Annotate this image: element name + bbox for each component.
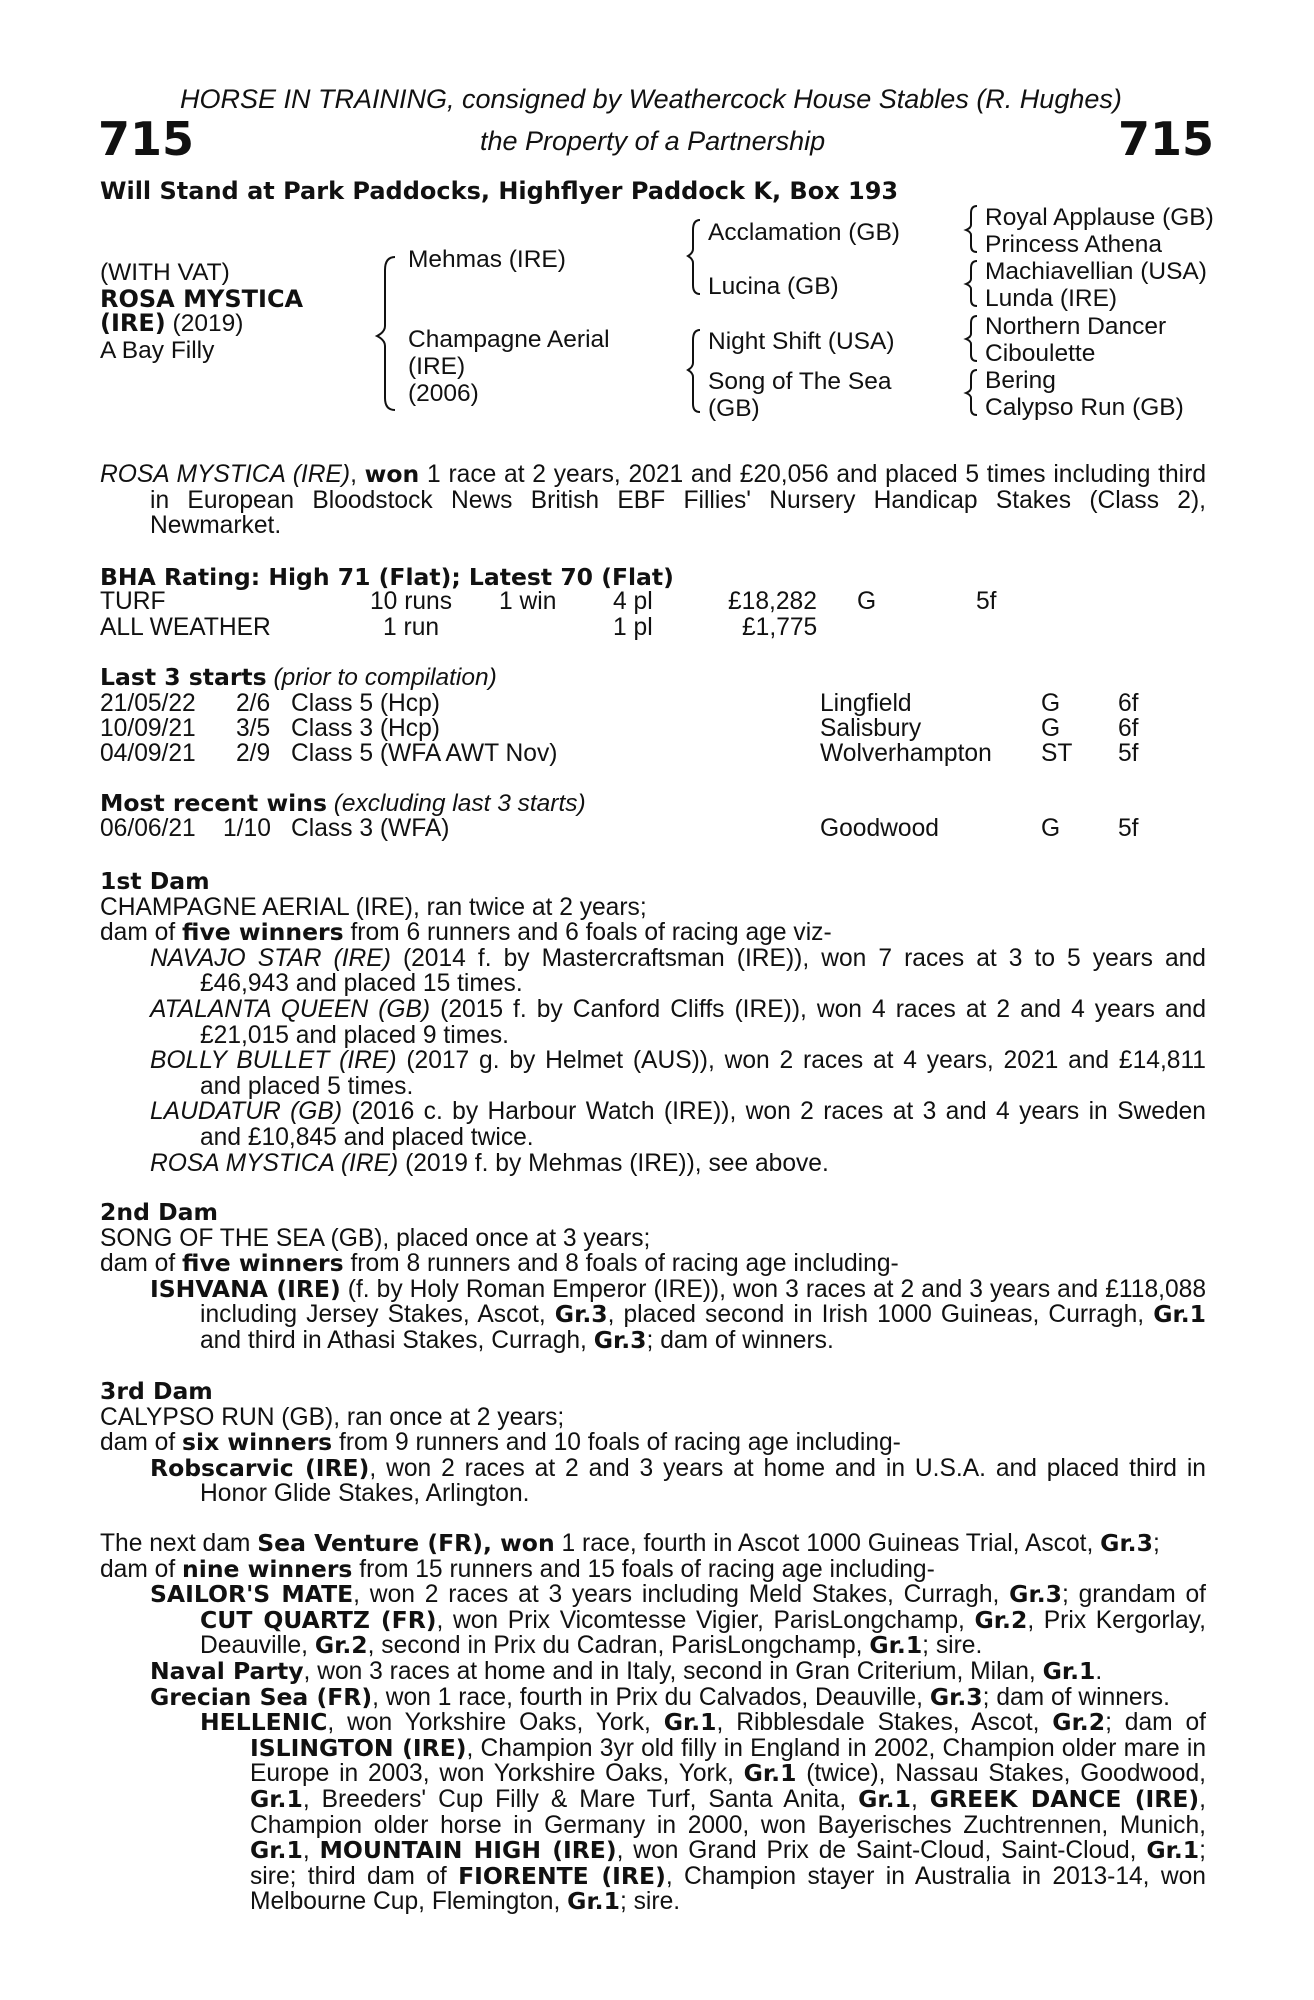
rating-prize: £1,775 <box>742 614 818 641</box>
race-class: Class 5 (WFA AWT Nov) <box>291 740 558 767</box>
progeny-text: (2014 f. by Mastercraftsman (IRE)), won 7 races at 3 to 5 years and £46,943 and placed 15 times. <box>200 944 1206 998</box>
progeny-name: Naval Party <box>150 1656 304 1685</box>
rating-runs: 10 runs <box>370 588 453 615</box>
t: ; dam of winners. <box>982 1683 1170 1711</box>
brace-dam-line <box>688 330 700 412</box>
t: , second in Prix du Cadran, ParisLongchamp, <box>367 1632 870 1660</box>
race-date: 21/05/22 <box>100 690 196 717</box>
sire: Mehmas (IRE) <box>408 246 566 273</box>
grade: Gr.1 <box>1042 1656 1096 1685</box>
progeny-name: ISHVANA (IRE) <box>150 1274 341 1303</box>
third-dam-title: 3rd Dam <box>100 1377 213 1405</box>
t: (f. by Holy Roman Emperor (IRE)), won 3 races at 2 and 3 years and £118,088 including Jersey Stakes, Ascot, <box>200 1275 1206 1329</box>
race-going: G <box>1041 715 1061 742</box>
race-pos: 3/5 <box>236 715 271 742</box>
t: ; grandam of <box>1061 1581 1206 1609</box>
first-dam-section <box>100 869 1206 1176</box>
race-course: Lingfield <box>820 690 912 717</box>
grade: Gr.3 <box>1100 1529 1153 1557</box>
second-dam-title: 2nd Dam <box>100 1198 218 1226</box>
t: , Breeders' Cup Filly & Mare Turf, Santa Anita, <box>302 1785 859 1813</box>
rating-runs: 1 run <box>383 614 440 641</box>
rating-dist: 5f <box>976 588 997 615</box>
progeny-name: ROSA MYSTICA (IRE) <box>150 1149 399 1177</box>
recent-title: Most recent wins <box>100 789 327 817</box>
progeny-name: ATALANTA QUEEN (GB) <box>150 995 431 1023</box>
rating-row <box>100 589 1200 615</box>
t: , won Prix Vicomtesse Vigier, ParisLongchamp, <box>436 1606 975 1634</box>
brace-dd <box>966 370 977 415</box>
ddd: Calypso Run (GB) <box>985 394 1184 421</box>
t: from 15 runners and 15 foals of racing age including- <box>352 1555 935 1583</box>
progeny-name: NAVAJO STAR (IRE) <box>150 944 391 972</box>
race-going: G <box>1041 815 1061 842</box>
recent-heading <box>100 791 586 817</box>
dam-sire: Night Shift (USA) <box>708 328 895 355</box>
sds: Machiavellian (USA) <box>985 258 1207 285</box>
progeny-name: GREEK DANCE (IRE) <box>929 1784 1200 1813</box>
race-date: 10/09/21 <box>100 715 196 742</box>
rating-prize: £18,282 <box>728 588 817 615</box>
race-row <box>100 816 1200 842</box>
text: dam of <box>100 1429 183 1457</box>
last3-subtitle: (prior to compilation) <box>266 664 497 691</box>
race-row <box>100 691 1200 717</box>
second-dam-section <box>100 1200 1206 1354</box>
sdd: Lunda (IRE) <box>985 285 1118 312</box>
progeny-name: MOUNTAIN HIGH (IRE) <box>319 1836 617 1865</box>
text: dam of <box>100 919 183 947</box>
text: from 8 runners and 8 foals of racing age including- <box>343 1250 899 1278</box>
progeny-name: LAUDATUR (GB) <box>150 1098 343 1126</box>
rating-surface: TURF <box>100 588 166 615</box>
last3-heading <box>100 665 497 691</box>
race-row <box>100 741 1200 767</box>
summary-won: won <box>364 460 420 488</box>
sire-sire: Acclamation (GB) <box>708 219 900 246</box>
race-dist: 5f <box>1118 740 1139 767</box>
grade: Gr.1 <box>250 1836 303 1865</box>
t: ; dam of winners. <box>646 1326 834 1354</box>
t: ; <box>1152 1530 1160 1557</box>
progeny-name: CUT QUARTZ (FR) <box>200 1605 437 1634</box>
t: , Ribblesdale Stakes, Ascot, <box>716 1709 1053 1737</box>
race-pos: 2/6 <box>236 690 271 717</box>
t: ; sire. <box>619 1888 681 1916</box>
race-dist: 6f <box>1118 715 1139 742</box>
race-class: Class 3 (WFA) <box>291 815 450 842</box>
brace-ss <box>966 206 977 252</box>
race-going: G <box>1041 690 1061 717</box>
race-course: Goodwood <box>820 815 939 842</box>
race-row <box>100 716 1200 742</box>
horse-name: ROSA MYSTICA <box>100 285 304 313</box>
progeny-name: Robscarvic (IRE) <box>150 1453 370 1482</box>
race-pos: 1/10 <box>223 815 271 842</box>
progeny-name: ISLINGTON (IRE) <box>250 1733 467 1762</box>
dam-dam-line2: (GB) <box>708 395 760 422</box>
grade: Gr.1 <box>743 1759 797 1788</box>
t: ; sire; third dam of <box>250 1837 1206 1890</box>
progeny-name: FIORENTE (IRE) <box>458 1861 666 1890</box>
grade: Gr.3 <box>929 1682 983 1711</box>
sire-dam: Lucina (GB) <box>708 273 839 300</box>
dam-dam-line1: Song of The Sea <box>708 368 892 395</box>
progeny-name: BOLLY BULLET (IRE) <box>150 1047 397 1075</box>
summary-text: 1 race at 2 years, 2021 and £20,056 and placed 5 times including third in European Bloodstock News British EBF Fillies' Nursery Handicap Stakes (Class 2), Newmarket. <box>150 461 1206 540</box>
horse-description: A Bay Filly <box>100 337 215 364</box>
grade: Gr.1 <box>567 1887 620 1916</box>
winners-count: six winners <box>182 1428 333 1457</box>
grade: Gr.1 <box>858 1784 911 1813</box>
race-course: Wolverhampton <box>820 740 992 767</box>
t: , <box>910 1785 930 1813</box>
progeny-name: SAILOR'S MATE <box>150 1580 354 1609</box>
summary-paragraph: ROSA MYSTICA (IRE), won 1 race at 2 years, 2021 and £20,056 and placed 5 times including third in European Bloodstock News British EBF Fillies' Nursery Handicap Stakes (Class 2), Newmarket. <box>100 460 1206 540</box>
horse-country: (IRE) <box>100 309 166 337</box>
recent-subtitle: (excluding last 3 starts) <box>326 790 586 817</box>
brace-sire-line <box>688 220 700 294</box>
t: dam of <box>100 1555 183 1583</box>
last3-title: Last 3 starts <box>100 663 267 691</box>
dam-name-line2: (IRE) <box>408 353 466 380</box>
rating-places: 4 pl <box>613 588 653 615</box>
vat-label: (WITH VAT) <box>100 259 230 286</box>
winners-count: nine winners <box>182 1554 353 1583</box>
race-date: 04/09/21 <box>100 740 196 767</box>
t: , <box>302 1837 320 1865</box>
next-dam-name: Sea Venture (FR), won <box>257 1529 555 1557</box>
next-dam-section <box>100 1531 1206 1915</box>
race-class: Class 3 (Hcp) <box>291 715 440 742</box>
lot-number-right: 715 <box>1118 112 1215 166</box>
race-class: Class 5 (Hcp) <box>291 690 440 717</box>
first-dam-line1: CHAMPAGNE AERIAL (IRE), ran twice at 2 years; <box>100 893 647 921</box>
rating-wins: 1 win <box>499 588 557 615</box>
text: from 6 runners and 6 foals of racing age viz- <box>343 919 832 947</box>
t: , Prix Kergorlay, Deauville, <box>200 1606 1206 1660</box>
dsd: Ciboulette <box>985 340 1096 367</box>
rating-title: BHA Rating: High 71 (Flat); Latest 70 (Flat) <box>100 563 674 591</box>
progeny-name: Grecian Sea (FR) <box>150 1682 373 1711</box>
t: and third in Athasi Stakes, Curragh, <box>200 1326 594 1354</box>
grade: Gr.1 <box>869 1631 923 1660</box>
t: , Champion 3yr old filly in England in 2002, Champion older mare in Europe in 2003, won Yorkshire Oaks, York, <box>250 1734 1206 1788</box>
progeny-text: (2017 g. by Helmet (AUS)), won 2 races at 4 years, 2021 and £14,811 and placed 5 times. <box>200 1047 1206 1100</box>
race-dist: 6f <box>1118 690 1139 717</box>
grade: Gr.3 <box>1009 1580 1062 1609</box>
dss: Northern Dancer <box>985 313 1167 340</box>
summary-name: ROSA MYSTICA (IRE) <box>100 461 351 488</box>
t: ; sire. <box>922 1632 983 1660</box>
grade: Gr.1 <box>1153 1300 1206 1329</box>
t: The next dam <box>100 1530 258 1557</box>
grade: Gr.2 <box>974 1605 1028 1634</box>
t: , Champion older horse in Germany in 2000, won Bayerisches Zuchtrennen, Munich, <box>250 1785 1206 1839</box>
rating-row <box>100 615 1200 641</box>
t: (twice), Nassau Stakes, Goodwood, <box>796 1760 1206 1788</box>
rating-places: 1 pl <box>613 614 653 641</box>
grade: Gr.1 <box>1146 1836 1200 1865</box>
progeny-text: (2016 c. by Harbour Watch (IRE)), won 2 races at 3 and 4 years in Sweden and £10,845 and placed twice. <box>200 1098 1206 1151</box>
first-dam-title: 1st Dam <box>100 867 210 895</box>
text: dam of <box>100 1250 183 1278</box>
dds: Bering <box>985 367 1056 394</box>
third-dam-section <box>100 1379 1206 1507</box>
ssd: Princess Athena <box>985 231 1163 258</box>
horse-year: (2019) <box>165 310 244 337</box>
sss: Royal Applause (GB) <box>985 204 1214 231</box>
second-dam-line1: SONG OF THE SEA (GB), placed once at 3 years; <box>100 1224 651 1252</box>
grade: Gr.2 <box>314 1631 368 1660</box>
t: , won 2 races at 3 years including Meld Stakes, Curragh, <box>353 1581 1010 1609</box>
winners-count: five winners <box>182 1249 344 1278</box>
grade: Gr.2 <box>1052 1708 1106 1737</box>
race-date: 06/06/21 <box>100 815 196 842</box>
lot-number-left: 715 <box>98 112 195 166</box>
t: , won 3 races at home and in Italy, second in Gran Criterium, Milan, <box>303 1657 1043 1685</box>
grade: Gr.3 <box>554 1300 608 1329</box>
t: 1 race, fourth in Ascot 1000 Guineas Trial, Ascot, <box>554 1530 1101 1557</box>
dam-name-line1: Champagne Aerial <box>408 326 610 353</box>
rating-going: G <box>857 588 877 615</box>
winners-count: five winners <box>182 918 344 947</box>
third-dam-line1: CALYPSO RUN (GB), ran once at 2 years; <box>100 1403 565 1431</box>
t: ; dam of <box>1105 1709 1206 1737</box>
t: , placed second in Irish 1000 Guineas, Curragh, <box>607 1301 1154 1329</box>
brace-ds <box>966 316 977 361</box>
brace-sire-dam <box>377 257 395 410</box>
t: , won Yorkshire Oaks, York, <box>327 1709 664 1737</box>
progeny-text: (2015 f. by Canford Cliffs (IRE)), won 4 races at 2 and 4 years and £21,015 and placed 9 times. <box>200 995 1207 1049</box>
t: . <box>1095 1657 1103 1685</box>
location-line: Will Stand at Park Paddocks, Highflyer Paddock K, Box 193 <box>100 177 899 205</box>
race-dist: 5f <box>1118 815 1139 842</box>
grade: Gr.1 <box>663 1708 717 1737</box>
race-course: Salisbury <box>820 715 922 742</box>
progeny-name: HELLENIC <box>200 1708 328 1737</box>
race-going: ST <box>1041 740 1073 767</box>
grade: Gr.1 <box>250 1784 303 1813</box>
text: from 9 runners and 10 foals of racing age including- <box>332 1429 901 1457</box>
t: , won 2 races at 2 and 3 years at home and in U.S.A. and placed third in Honor Glide Stakes, Arlington. <box>200 1454 1206 1508</box>
t: , Champion stayer in Australia in 2013-14, won Melbourne Cup, Flemington, <box>250 1862 1206 1916</box>
progeny-text: (2019 f. by Mehmas (IRE)), see above. <box>398 1149 829 1177</box>
consignment-line: HORSE IN TRAINING, consigned by Weathercock House Stables (R. Hughes) <box>180 84 1122 114</box>
brace-sd <box>966 261 977 306</box>
race-pos: 2/9 <box>236 740 271 767</box>
t: , won Grand Prix de Saint-Cloud, Saint-Cloud, <box>616 1837 1147 1865</box>
t: , won 1 race, fourth in Prix du Calvados, Deauville, <box>372 1683 930 1711</box>
grade: Gr.3 <box>593 1325 647 1354</box>
property-line: the Property of a Partnership <box>480 126 826 156</box>
rating-surface: ALL WEATHER <box>100 614 271 641</box>
dam-name-line3: (2006) <box>408 380 479 407</box>
